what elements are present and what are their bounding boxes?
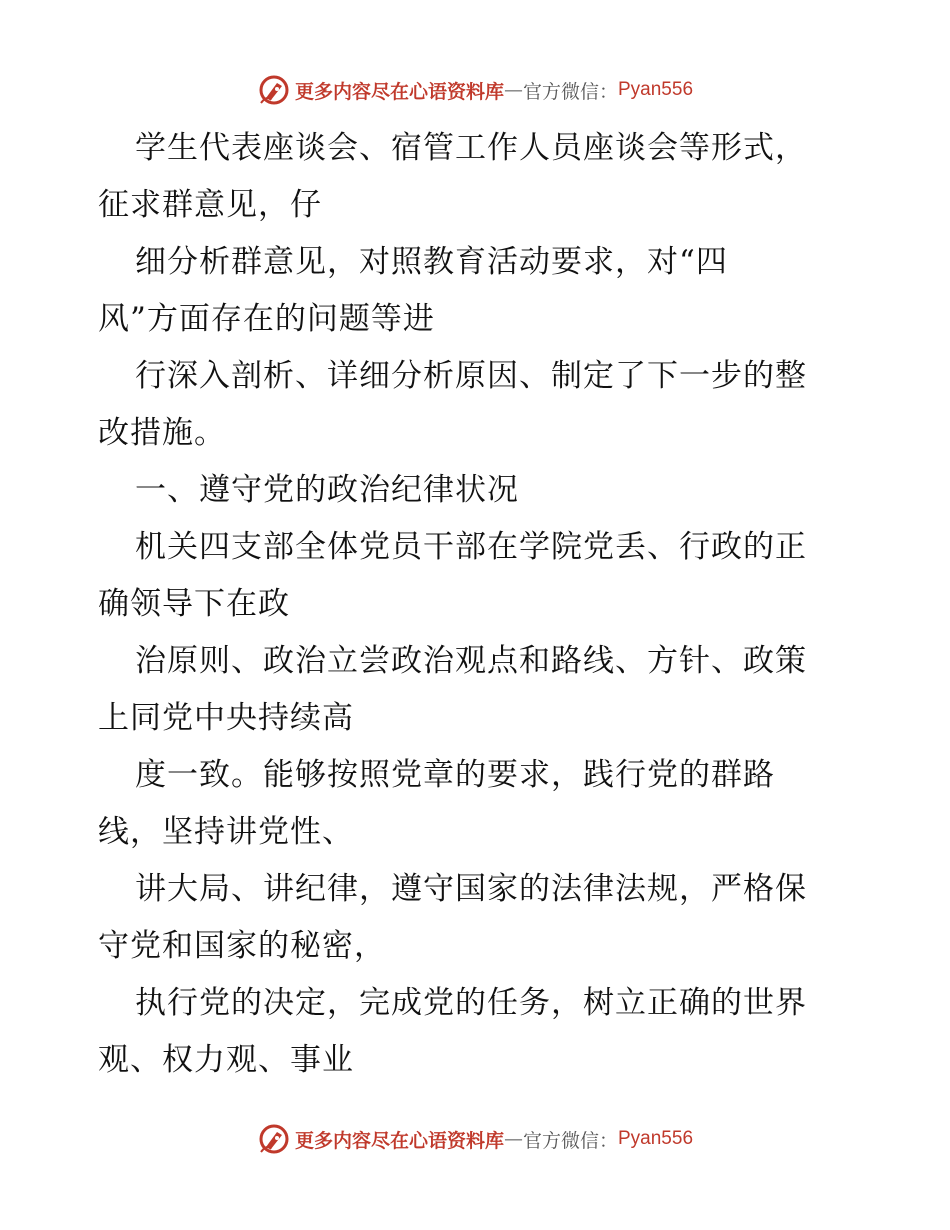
watermark-banner-bottom: [0, 1121, 950, 1157]
paragraph-line: 行深入剖析、详细分析原因、制定了下一步的整: [135, 358, 807, 394]
paragraph-line: 细分析群意见，对照教育活动要求，对“四: [135, 244, 728, 280]
paragraph: [98, 120, 858, 234]
paragraph-line: 改措施。: [98, 415, 226, 451]
watermark-wechat-id: Pyan556: [618, 79, 694, 100]
paragraph: [98, 975, 858, 1089]
paragraph-line: 度一致。能够按照党章的要求，践行党的群路: [135, 757, 775, 793]
paragraph-line: 征求群意见，仔: [98, 187, 322, 223]
section-heading-text: 一、遵守党的政治纪律状况: [135, 472, 519, 508]
paragraph-line: 机关四支部全体党员干部在学院党丢、行政的正: [135, 529, 807, 565]
paragraph: [98, 234, 858, 348]
paragraph: [98, 633, 858, 747]
paragraph-line: 学生代表座谈会、宿管工作人员座谈会等形式，: [135, 130, 807, 166]
watermark-main-text: 更多内容尽在心语资料库: [294, 1129, 504, 1152]
watermark-separator: —: [503, 79, 523, 101]
paragraph: [98, 348, 858, 462]
document-body: [98, 120, 858, 1089]
watermark-wechat-label: 官方微信：: [522, 80, 618, 103]
paragraph: [98, 519, 858, 633]
paragraph-line: 风”方面存在的问题等进: [98, 301, 435, 337]
paragraph-line: 观、权力观、事业: [98, 1042, 354, 1078]
pen-nib-circle-icon: [257, 73, 291, 107]
watermark-banner-top: [0, 72, 950, 108]
paragraph-line: 线，坚持讲党性、: [98, 814, 354, 850]
paragraph-line: 治原则、政治立尝政治观点和路线、方针、政策: [135, 643, 807, 679]
watermark-wechat-label: 官方微信：: [522, 1129, 618, 1152]
watermark-separator: —: [503, 1128, 523, 1150]
pen-nib-circle-icon: [257, 1122, 291, 1156]
watermark-main-text: 更多内容尽在心语资料库: [294, 80, 504, 103]
paragraph: [98, 861, 858, 975]
paragraph-line: 讲大局、讲纪律，遵守国家的法律法规，严格保: [135, 871, 807, 907]
paragraph-line: 守党和国家的秘密，: [98, 928, 386, 964]
paragraph-line: 执行党的决定，完成党的任务，树立正确的世界: [135, 985, 807, 1021]
section-heading: [98, 462, 858, 519]
paragraph: [98, 747, 858, 861]
watermark-wechat-id: Pyan556: [618, 1128, 694, 1149]
paragraph-line: 确领导下在政: [98, 586, 290, 622]
paragraph-line: 上同党中央持续高: [98, 700, 354, 736]
